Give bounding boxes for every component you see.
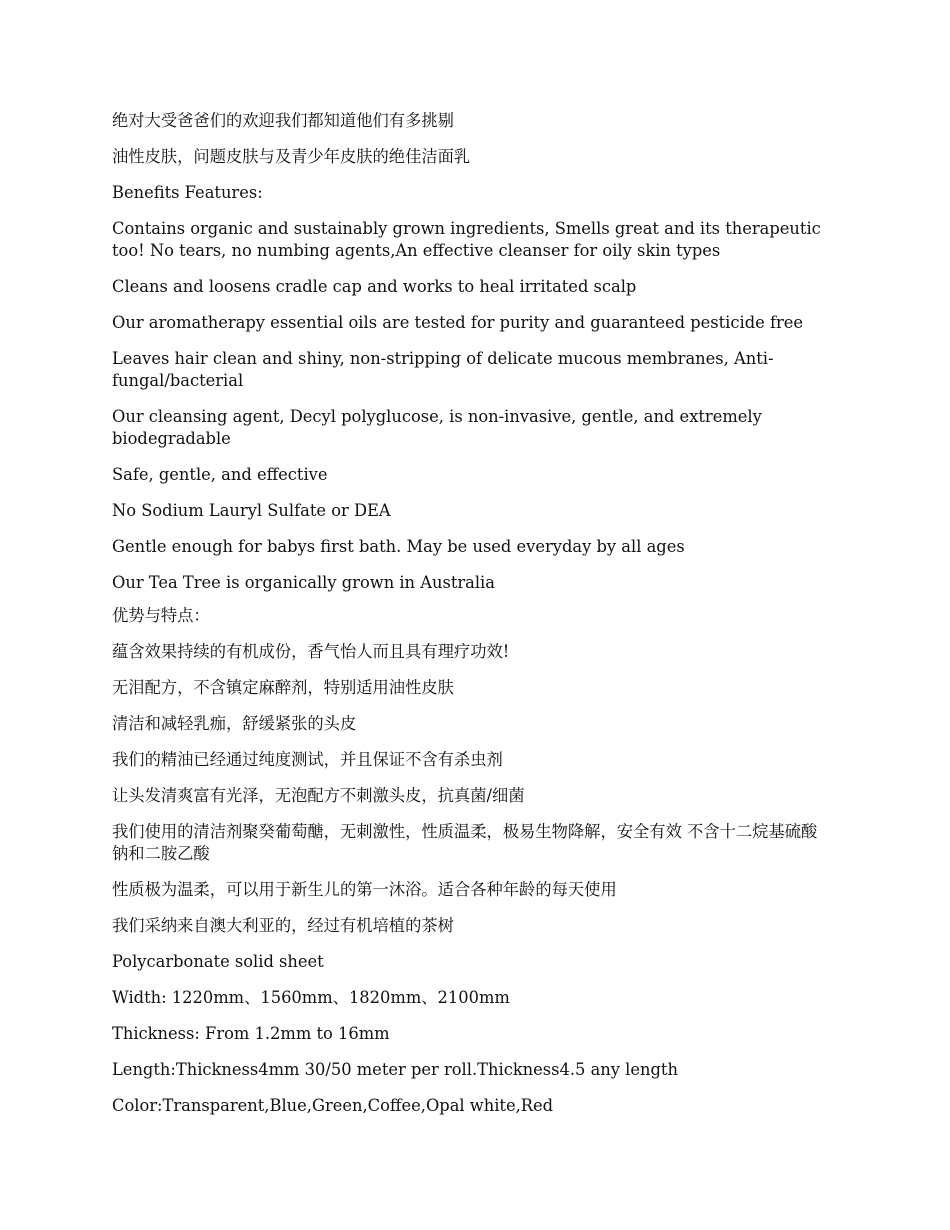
paragraph-organic-cn: 蕴含效果持续的有机成份，香气怡人而且具有理疗功效! (112, 642, 510, 661)
paragraph-intro-cn-1: 绝对大受爸爸们的欢迎我们都知道他们有多挑剔 (112, 111, 454, 130)
paragraph-polycarbonate: Polycarbonate solid sheet (112, 952, 324, 971)
paragraph-cleansing-agent: Our cleansing agent, Decyl polyglucose, is non-invasive, gentle, and extremely biodegradable (112, 407, 762, 448)
paragraph-intro-cn-2: 油性皮肤，问题皮肤与及青少年皮肤的绝佳洁面乳 (112, 147, 471, 166)
paragraph-hair-clean: Leaves hair clean and shiny, non-stripping of delicate mucous membranes, Anti-fungal/bacterial (112, 349, 774, 390)
paragraph-length: Length:Thickness4mm 30/50 meter per roll.Thickness4.5 any length (112, 1060, 678, 1079)
paragraph-thickness: Thickness: From 1.2mm to 16mm (112, 1024, 390, 1043)
paragraph-first-bath-cn: 性质极为温柔，可以用于新生儿的第一沐浴。适合各种年龄的每天使用 (112, 880, 617, 899)
paragraph-no-sls: No Sodium Lauryl Sulfate or DEA (112, 501, 391, 520)
paragraph-cradle-cap-cn: 清洁和减轻乳痂，舒缓紧张的头皮 (112, 714, 357, 733)
heading-benefits-features: Benefits Features: (112, 183, 263, 202)
paragraph-hair-cn: 让头发清爽富有光泽，无泡配方不刺激头皮，抗真菌/细菌 (112, 786, 525, 805)
paragraph-safe-gentle: Safe, gentle, and effective (112, 465, 328, 484)
document-body (112, 110, 832, 1131)
paragraph-tea-tree-cn: 我们采纳来自澳大利亚的，经过有机培植的茶树 (112, 916, 454, 935)
paragraph-organic-ingredients: Contains organic and sustainably grown ingredients, Smells great and its therapeutic too! No tears, no numbing agents,An effective cleanser for oily skin types (112, 219, 821, 260)
paragraph-width: Width: 1220mm、1560mm、1820mm、2100mm (112, 988, 510, 1007)
paragraph-essential-oils: Our aromatherapy essential oils are tested for purity and guaranteed pesticide free (112, 313, 804, 332)
paragraph-cleansing-agent-cn: 我们使用的清洁剂聚癸葡萄醣，无刺激性，性质温柔，极易生物降解，安全有效 不含十二烷基硫酸钠和二胺乙酸 (112, 822, 818, 863)
paragraph-first-bath: Gentle enough for babys first bath. May be used everyday by all ages (112, 537, 685, 556)
paragraph-essential-oils-cn: 我们的精油已经通过纯度测试，并且保证不含有杀虫剂 (112, 750, 503, 769)
paragraph-cradle-cap: Cleans and loosens cradle cap and works to heal irritated scalp (112, 277, 637, 296)
paragraph-color: Color:Transparent,Blue,Green,Coffee,Opal white,Red (112, 1096, 554, 1115)
paragraph-no-tears-cn: 无泪配方，不含镇定麻醉剂，特别适用油性皮肤 (112, 678, 454, 697)
heading-benefits-cn: 优势与特点： (112, 606, 210, 625)
paragraph-tea-tree: Our Tea Tree is organically grown in Australia (112, 573, 495, 592)
